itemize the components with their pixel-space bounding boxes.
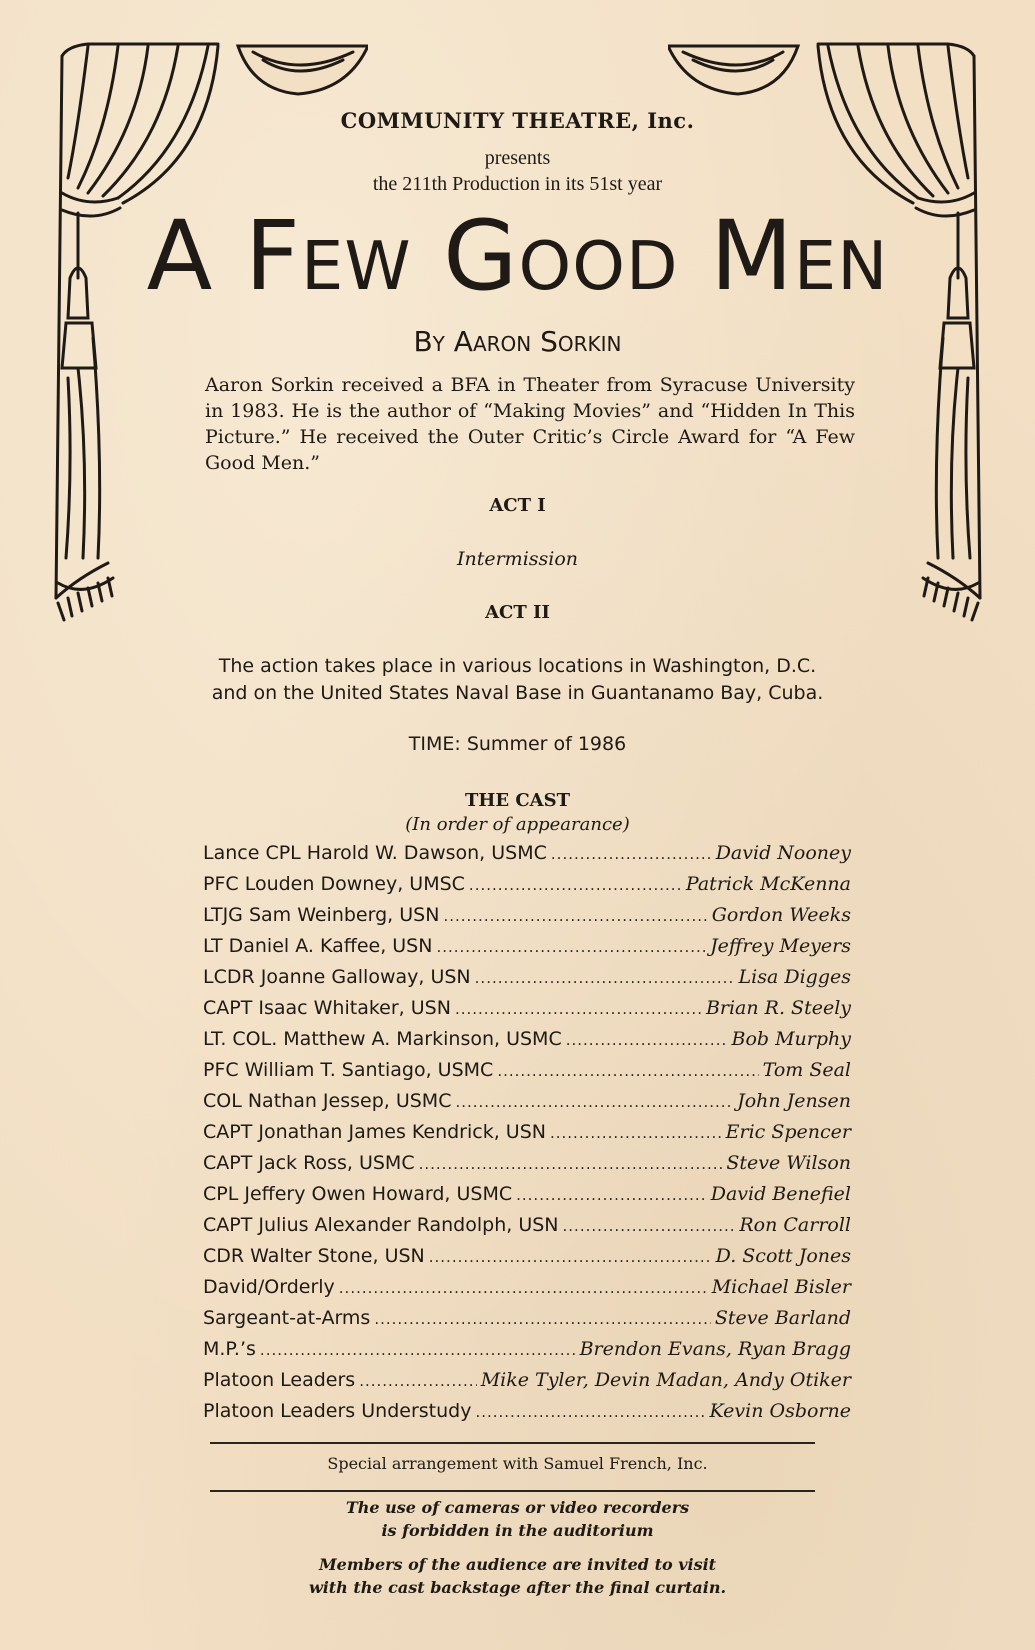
leader-dots: [339, 1279, 708, 1297]
author-bio: Aaron Sorkin received a BFA in Theater from Syracuse University in 1983. He is the author of “Making Movies” and “Hidden In This Picture.” He received the Outer Critic’s Circle Award for “A Few Good Men.”: [205, 374, 855, 474]
setting-line-2: and on the United States Naval Base in Guantanamo Bay, Cuba.: [211, 682, 824, 704]
cast-actor: Jeffrey Meyers: [710, 935, 851, 957]
cast-role: LTJG Sam Weinberg, USN: [203, 904, 440, 926]
cast-role: CAPT Isaac Whitaker, USN: [203, 997, 451, 1019]
cast-row: [203, 1183, 851, 1214]
leader-dots: [359, 1372, 476, 1390]
cast-role: Platoon Leaders Understudy: [203, 1400, 472, 1422]
leader-dots: [455, 1093, 733, 1111]
special-arrangement: Special arrangement with Samuel French, Inc.: [327, 1454, 708, 1473]
leader-dots: [475, 1403, 705, 1421]
intermission-label: Intermission: [456, 548, 579, 570]
leader-dots: [429, 1248, 712, 1266]
cast-actor: David Nooney: [715, 842, 851, 864]
leader-dots: [443, 907, 707, 925]
cast-row: [203, 873, 851, 904]
cast-role: PFC Louden Downey, UMSC: [203, 873, 465, 895]
camera-notice-line-2: is forbidden in the auditorium: [381, 1521, 654, 1540]
cast-row: [203, 1028, 851, 1059]
cast-role: LT Daniel A. Kaffee, USN: [203, 935, 433, 957]
cast-actor: D. Scott Jones: [715, 1245, 851, 1267]
cast-actor: Steve Barland: [714, 1307, 851, 1329]
cast-list: [203, 842, 851, 1431]
cast-actor: Mike Tyler, Devin Madan, Andy Otiker: [480, 1369, 851, 1391]
setting-time: TIME: Summer of 1986: [408, 733, 627, 755]
cast-row: [203, 1121, 851, 1152]
leader-dots: [563, 1217, 736, 1235]
leader-dots: [550, 1124, 722, 1142]
presents-text: presents: [484, 147, 551, 169]
cast-row: [203, 1059, 851, 1090]
backstage-notice: [0, 1553, 1035, 1599]
act-one-heading: ACT I: [489, 495, 546, 516]
cast-row: [203, 842, 851, 873]
camera-notice: [0, 1496, 1035, 1542]
cast-row: [203, 966, 851, 997]
cast-actor: John Jensen: [737, 1090, 851, 1112]
setting-description: [0, 653, 1035, 707]
cast-actor: Brendon Evans, Ryan Bragg: [579, 1338, 851, 1360]
leader-dots: [455, 1000, 702, 1018]
camera-notice-line-1: The use of cameras or video recorders: [345, 1498, 690, 1517]
cast-role: CAPT Julius Alexander Randolph, USN: [203, 1214, 559, 1236]
leader-dots: [436, 938, 706, 956]
cast-role: Platoon Leaders: [203, 1369, 356, 1391]
divider-bottom: [210, 1490, 815, 1492]
cast-row: [203, 1400, 851, 1431]
cast-role: Lance CPL Harold W. Dawson, USMC: [203, 842, 547, 864]
leader-dots: [551, 845, 712, 863]
cast-role: LCDR Joanne Galloway, USN: [203, 966, 471, 988]
cast-row: [203, 904, 851, 935]
cast-role: CAPT Jack Ross, USMC: [203, 1152, 415, 1174]
cast-row: [203, 1152, 851, 1183]
leader-dots: [475, 969, 735, 987]
cast-row: [203, 1245, 851, 1276]
cast-actor: Kevin Osborne: [709, 1400, 851, 1422]
cast-actor: David Benefiel: [710, 1183, 851, 1205]
cast-actor: Michael Bisler: [711, 1276, 851, 1298]
leader-dots: [497, 1062, 758, 1080]
cast-role: COL Nathan Jessep, USMC: [203, 1090, 452, 1112]
leader-dots: [566, 1031, 728, 1049]
leader-dots: [469, 876, 682, 894]
cast-role: CAPT Jonathan James Kendrick, USN: [203, 1121, 546, 1143]
cast-role: Sargeant-at-Arms: [203, 1307, 371, 1329]
cast-role: M.P.’s: [203, 1338, 256, 1360]
cast-actor: Lisa Digges: [738, 966, 851, 988]
cast-row: [203, 1338, 851, 1369]
act-two-heading: ACT II: [485, 602, 550, 623]
leader-dots: [374, 1310, 711, 1328]
backstage-notice-line-1: Members of the audience are invited to visit: [318, 1555, 717, 1574]
cast-actor: Brian R. Steely: [705, 997, 851, 1019]
cast-role: LT. COL. Matthew A. Markinson, USMC: [203, 1028, 562, 1050]
cast-actor: Steve Wilson: [726, 1152, 851, 1174]
backstage-notice-line-2: with the cast backstage after the final curtain.: [308, 1578, 727, 1597]
leader-dots: [419, 1155, 723, 1173]
cast-actor: Gordon Weeks: [711, 904, 851, 926]
cast-actor: Tom Seal: [762, 1059, 851, 1081]
cast-role: PFC William T. Santiago, USMC: [203, 1059, 494, 1081]
cast-subheading: (In order of appearance): [405, 814, 630, 835]
cast-row: [203, 997, 851, 1028]
cast-role: David/Orderly: [203, 1276, 335, 1298]
cast-actor: Eric Spencer: [725, 1121, 851, 1143]
cast-actor: Ron Carroll: [739, 1214, 851, 1236]
cast-role: CPL Jeffery Owen Howard, USMC: [203, 1183, 513, 1205]
production-number: the 211th Production in its 51st year: [372, 173, 663, 195]
cast-role: CDR Walter Stone, USN: [203, 1245, 425, 1267]
cast-heading: THE CAST: [464, 790, 571, 811]
leader-dots: [260, 1341, 576, 1359]
cast-row: [203, 1276, 851, 1307]
setting-line-1: The action takes place in various locations in Washington, D.C.: [218, 655, 817, 677]
play-title: A Few Good Men: [146, 200, 889, 312]
play-author: By Aaron Sorkin: [413, 325, 622, 358]
cast-row: [203, 1307, 851, 1338]
leader-dots: [516, 1186, 707, 1204]
organization-name: COMMUNITY THEATRE, Inc.: [340, 108, 695, 133]
cast-actor: Bob Murphy: [731, 1028, 851, 1050]
divider-top: [210, 1442, 815, 1444]
cast-row: [203, 1369, 851, 1400]
cast-actor: Patrick McKenna: [685, 873, 851, 895]
cast-row: [203, 935, 851, 966]
cast-row: [203, 1090, 851, 1121]
cast-row: [203, 1214, 851, 1245]
